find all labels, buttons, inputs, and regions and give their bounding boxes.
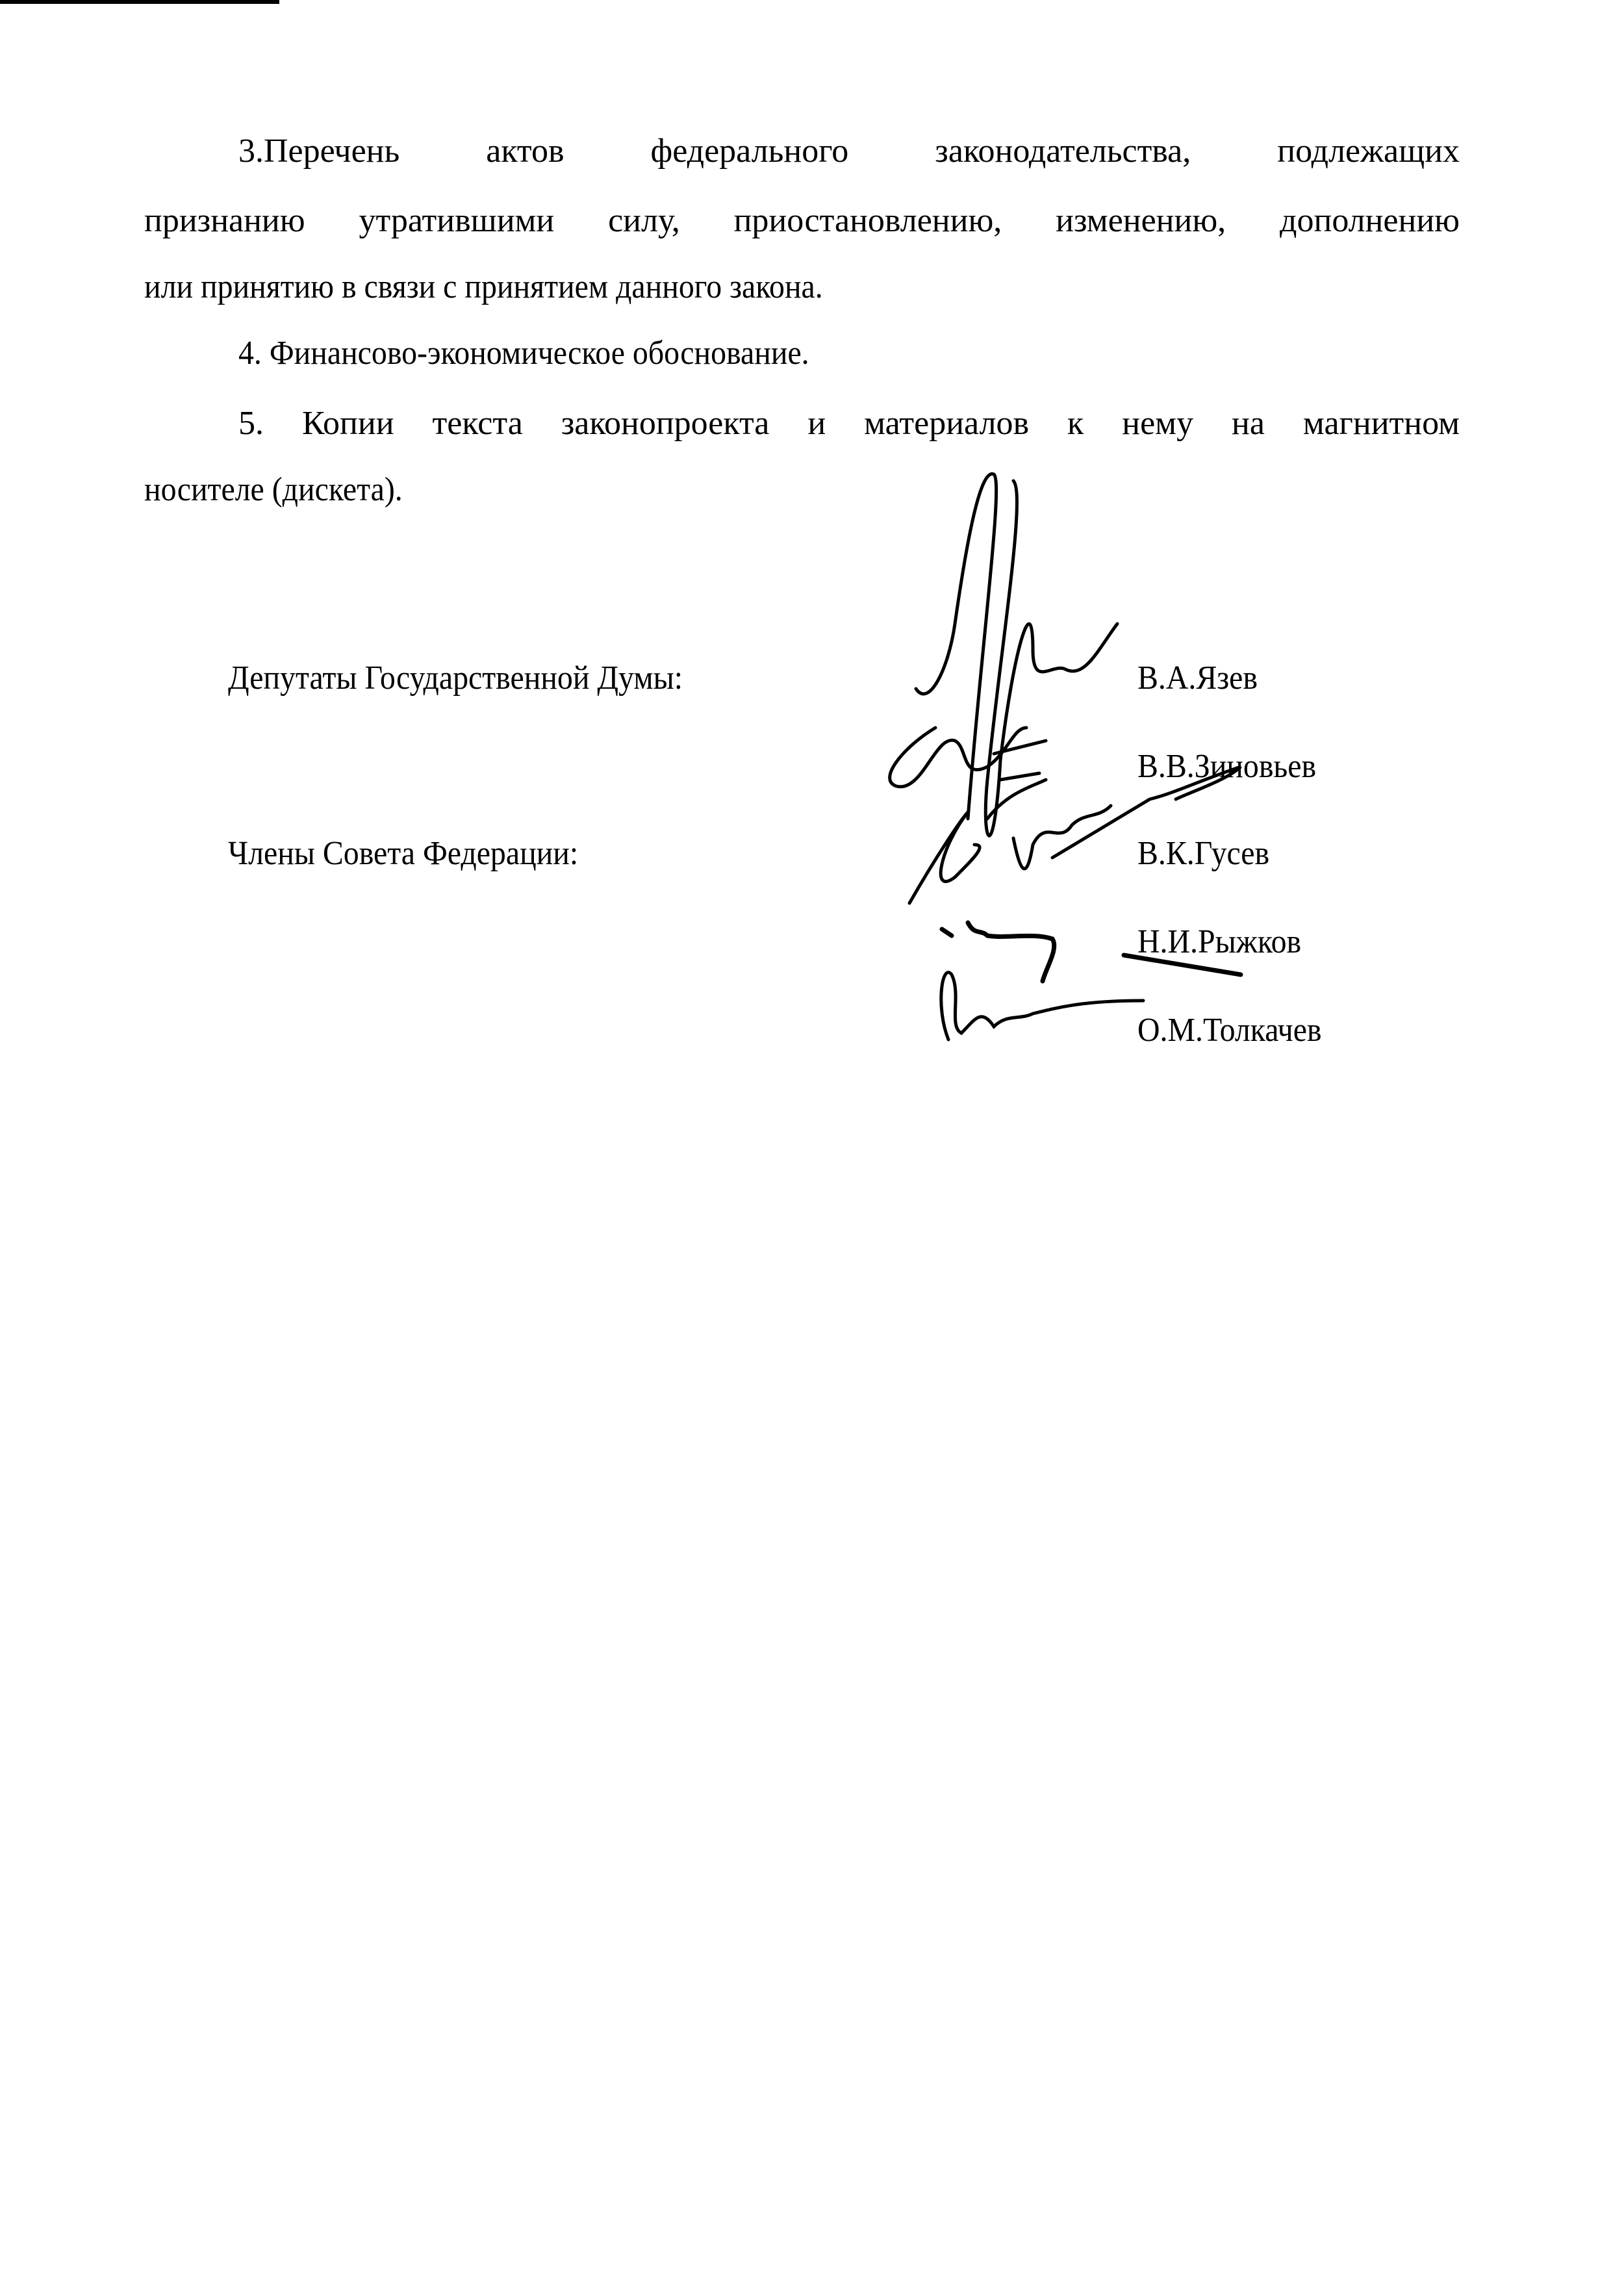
federation-council-label: Члены Совета Федерации: <box>228 835 579 872</box>
signatory-name: В.В.Зиновьев <box>1137 748 1317 785</box>
paragraph-3-line-3: или принятию в связи с принятием данного закона. <box>144 268 823 305</box>
paragraph-3-line-1: 3.Перечень актов федерального законодательства, подлежащих <box>238 133 1460 170</box>
signatory-name: В.А.Язев <box>1137 660 1258 697</box>
signatory-name: Н.И.Рыжков <box>1137 923 1302 960</box>
signatory-name: В.К.Гусев <box>1137 835 1270 872</box>
scan-edge-line <box>0 0 279 4</box>
paragraph-5-line-1: 5. Копии текста законопроекта и материалов к нему на магнитном <box>238 405 1460 442</box>
handwritten-signatures <box>838 455 1423 1072</box>
duma-deputies-label: Депутаты Государственной Думы: <box>228 660 683 697</box>
paragraph-3-line-2: признанию утратившими силу, приостановлению, изменению, дополнению <box>144 202 1460 239</box>
signatory-name: О.М.Толкачев <box>1137 1012 1322 1049</box>
paragraph-4: 4. Финансово-экономическое обоснование. <box>238 335 809 372</box>
paragraph-5-line-2: носителе (дискета). <box>144 471 403 508</box>
